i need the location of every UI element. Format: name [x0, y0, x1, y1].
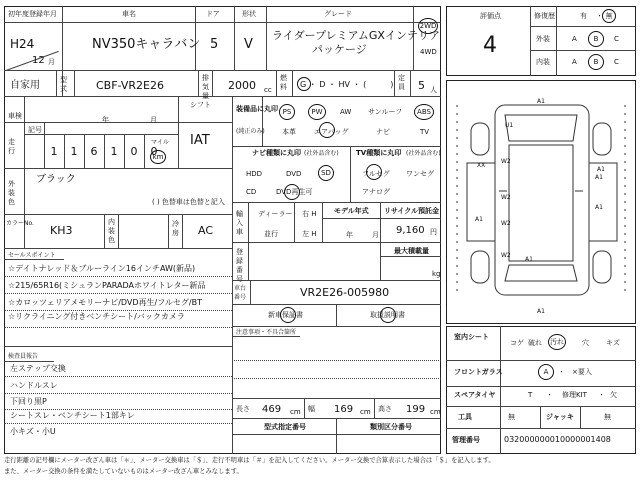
divider [84, 134, 85, 168]
divider [232, 202, 441, 203]
divider [276, 70, 277, 96]
mileage-unit-km-circle [150, 150, 166, 164]
drive-2wd: 2WD [419, 22, 437, 30]
reg-year-label: 初年度登録年月 [8, 10, 57, 18]
mark: A1 [597, 166, 605, 173]
width-unit: cm [360, 408, 371, 416]
ac-label: 冷房 [172, 220, 179, 237]
glass-a: A [543, 368, 549, 376]
inspection-label: 車検 [8, 112, 22, 120]
divider [232, 336, 300, 337]
exterior-note: ( ) 色替車は色替と記入 [152, 198, 225, 206]
tv-fullseg-circle [366, 164, 382, 180]
divider [232, 146, 441, 147]
selling-point-line: ☆カロッツェリアメモリーナビ/DVD再生/フルセグ/BT [8, 298, 203, 307]
drive-4wd: 4WD [420, 48, 437, 56]
divider [168, 214, 169, 248]
repair-yes: 有 [580, 12, 587, 20]
equipment-sunroof: サンルーフ [368, 108, 403, 116]
divider [182, 214, 183, 248]
divider [4, 248, 232, 249]
divider [104, 214, 105, 248]
spare-kit: 修理KIT [562, 391, 587, 399]
recycle-value: 9,160 [396, 225, 425, 236]
int-grade-b-circle [588, 54, 604, 70]
divider [292, 70, 293, 96]
divider [4, 393, 232, 394]
import-left: 左 H [302, 230, 317, 238]
equipment-abs [414, 104, 434, 120]
import-parallel: 並行 [264, 230, 278, 238]
manual-book-circle [380, 307, 396, 323]
divider [4, 423, 232, 424]
navi-title: ナビ種類に丸印 [252, 149, 301, 157]
length-unit: cm [290, 408, 301, 416]
seat-item: キズ [606, 339, 620, 347]
inspector-line: 小キズ・小U [10, 427, 56, 436]
divider [198, 70, 199, 96]
equipment-ps-label: PS [282, 108, 292, 116]
displacement-unit: cc [264, 86, 272, 94]
divider [4, 376, 232, 377]
navi-dvd-play-circle [284, 184, 300, 200]
warranty-doc-circle [280, 307, 296, 323]
divider [446, 386, 636, 387]
doors-label: ドア [206, 10, 220, 18]
footer-line1: 走行距離の記号欄にメーター改ざん車は「＊」、メーター交換車は「＄」、走行不明車は「＃」を記入してください。メーター交換で合算表示した場合は「＄」を記入します。 [4, 457, 495, 464]
spare-dot2: ・ [598, 391, 605, 399]
divider [374, 398, 375, 418]
reg-year-value: H24 [10, 37, 35, 51]
mileage-digit: 0 [150, 145, 158, 158]
divider [446, 428, 636, 429]
equipment-title: 装備品に丸印 [236, 105, 278, 113]
seat-dirt-circle [548, 334, 566, 350]
type-code-label: 型式指定番号 [264, 423, 306, 431]
divider [4, 168, 232, 169]
divider [4, 276, 232, 277]
jack-label: ジャッキ [546, 413, 574, 421]
equipment-leather: 本革 [282, 128, 296, 136]
mark: A1 [595, 204, 603, 211]
glass-replace: ×要入 [572, 368, 592, 376]
mark: XX [477, 162, 486, 169]
inspector-line: 左ステップ交換 [10, 364, 66, 373]
model-label: 型式 [60, 76, 67, 93]
int-grade-b: B [593, 58, 599, 66]
divider [322, 218, 441, 219]
interior-grade-label: 内装 [536, 58, 550, 66]
divider [144, 134, 145, 168]
repair-no-circle [602, 9, 616, 23]
chassis-label: 車台番号 [234, 285, 247, 301]
inspector-label: 検査員報告 [8, 353, 39, 360]
spare-t: T [528, 391, 533, 399]
fuel-label: 燃料 [280, 74, 287, 91]
navi-dvd-play: DVD再生可 [276, 188, 313, 196]
width-value: 169 [334, 404, 354, 415]
navi-sd [318, 165, 334, 181]
category-label: 類別区分番号 [370, 423, 412, 431]
divider [410, 70, 411, 96]
ac-value: AC [198, 224, 214, 237]
grade-line2: パッケージ [312, 43, 367, 56]
divider [336, 418, 337, 454]
fuel-selected-circle [297, 77, 311, 91]
windshield-outline [505, 115, 577, 141]
divider [4, 70, 441, 71]
ext-grade-b: B [593, 35, 599, 43]
divider [336, 304, 337, 326]
tv-analog: アナログ [362, 188, 390, 196]
navi-dvd: DVD [286, 170, 302, 178]
height-value: 199 [406, 404, 426, 415]
mgmt-value: 032000000010000001408 [504, 435, 611, 444]
capacity-value: 5 [418, 79, 425, 92]
divider [350, 146, 351, 202]
drive-2wd-circle [418, 18, 438, 34]
divider [232, 326, 441, 327]
divider [232, 96, 233, 454]
height-label: 高さ [378, 405, 392, 413]
divider [556, 6, 557, 76]
seat-item: 穴 [582, 339, 589, 347]
mark: A1 [525, 256, 533, 263]
divider [4, 346, 232, 347]
equipment-aw: AW [340, 108, 352, 116]
inspector-line: シートスレ・ベンチシート1部キレ [10, 411, 135, 420]
airbag-circle [319, 122, 335, 138]
exterior-grade-label: 外装 [536, 35, 550, 43]
car-name-label: 車名 [122, 10, 136, 18]
reg-month-value: 12 [32, 55, 45, 66]
model-value: CBF-VR2E26 [96, 79, 164, 92]
repair-no: 無 [605, 12, 613, 20]
tool-value: 無 [508, 413, 515, 421]
inspector-line: ハンドルスレ [10, 381, 58, 390]
cargo-label: 最大積載量 [394, 247, 429, 255]
navi-sd-label: SD [321, 169, 331, 177]
model-year-unit: 年 [346, 231, 353, 239]
front-left-wheel [471, 123, 489, 155]
divider [178, 96, 179, 168]
divider [580, 406, 581, 428]
color-code-value: KH3 [50, 224, 73, 237]
use-label: 自家用 [10, 80, 40, 91]
rear-right-wheel [593, 251, 611, 283]
mileage-symbol-label: 記号 [28, 126, 42, 134]
width-label: 幅 [308, 405, 315, 413]
spare-dot: ・ [546, 391, 553, 399]
divider [446, 406, 636, 407]
tool-label: 工具 [458, 413, 472, 421]
equipment-ps [279, 104, 295, 120]
jack-value: 無 [604, 413, 611, 421]
rear-window-outline [505, 265, 577, 281]
divider [74, 70, 75, 96]
divider [4, 327, 232, 328]
divider [380, 256, 441, 257]
glass-label: フロントガラス [454, 368, 503, 376]
recycle-label: リサイクル預託金 [384, 207, 440, 215]
divider [232, 398, 441, 399]
mileage-label: 走行 [8, 138, 15, 155]
divider [4, 259, 64, 260]
capacity-unit: 人 [430, 86, 437, 94]
divider [232, 378, 441, 379]
glass-dot: ・ [558, 368, 565, 376]
mark: W2 [501, 194, 511, 201]
warranty-doc: 新車保証書 [268, 311, 303, 319]
model-month-unit: 月 [372, 231, 379, 239]
mark: A1 [475, 216, 483, 223]
equipment-pw [308, 104, 326, 120]
divider [4, 293, 232, 294]
mark: A1 [595, 174, 603, 181]
ext-grade-a: A [572, 35, 577, 43]
selling-point-line: ☆リクライニング付きベンチシート/バックカメラ [8, 312, 185, 321]
capacity-label: 定員 [398, 74, 405, 91]
import-dealer: ディーラー [258, 210, 293, 218]
glass-a-circle [538, 364, 554, 380]
equipment-subtitle: (純正のみ) [236, 128, 265, 135]
inspector-line: 下回り黒P [10, 397, 47, 406]
divider [234, 6, 235, 70]
tv-oneseg: ワンセグ [406, 170, 434, 178]
selling-point-line: ☆215/65R16(ミシュランPARADAホワイトレター新品 [8, 281, 206, 290]
divider [248, 202, 249, 242]
selling-points-label: セールスポイント [8, 252, 56, 259]
mark: W2 [501, 220, 511, 227]
int-grade-a: A [572, 58, 577, 66]
divider [380, 242, 381, 280]
length-label: 長さ [236, 405, 250, 413]
mark: W2 [501, 252, 511, 259]
divider [232, 280, 441, 281]
divider [44, 122, 45, 168]
color-code-label: カラーNo. [6, 220, 34, 227]
divider [4, 22, 441, 23]
mileage-digit: 6 [90, 145, 98, 158]
divider [24, 134, 178, 135]
mileage-unit-mile: マイル [151, 139, 169, 146]
divider [124, 134, 125, 168]
spare-label: スペアタイヤ [454, 391, 496, 399]
import-right: 右 H [302, 210, 317, 218]
tv-fullseg: フルセグ [362, 170, 390, 178]
registration-label: 登録番号 [236, 248, 243, 283]
grade-label: グレード [324, 10, 352, 18]
divider [232, 360, 441, 361]
inspection-year-label: 年 [102, 116, 109, 124]
divider [232, 242, 441, 243]
seat-label: 室内シート [454, 333, 489, 341]
chassis-value: VR2E26-005980 [300, 286, 390, 299]
equipment-tv: TV [420, 128, 430, 136]
navi-hdd: HDD [246, 170, 263, 178]
mileage-digit: 1 [110, 145, 118, 158]
divider [248, 242, 249, 280]
divider [540, 406, 541, 428]
divider [212, 70, 213, 96]
navi-note: (社外品含む) [304, 150, 339, 157]
equipment-airbag: エアバッグ [314, 128, 349, 136]
exterior-label: 外装色 [8, 180, 15, 206]
equipment-navi: ナビ [376, 128, 390, 136]
inspection-month-label: 月 [150, 116, 157, 124]
manual-book: 取扱説明書 [370, 311, 405, 319]
seat-item: コゲ [510, 339, 524, 347]
ext-grade-b-circle [588, 31, 604, 47]
divider [304, 398, 305, 418]
int-grade-c: C [614, 58, 619, 66]
ext-grade-c: C [614, 35, 619, 43]
divider [4, 122, 232, 123]
divider [530, 6, 531, 76]
divider [104, 134, 105, 168]
divider [250, 280, 251, 304]
divider [530, 50, 636, 51]
left-side-outline [467, 163, 495, 241]
interior-color-label: 内装色 [108, 218, 115, 244]
repair-dot: ・ [596, 12, 603, 20]
mark: U1 [505, 122, 514, 129]
recycle-unit: 円 [430, 228, 437, 236]
grade-line1: ライダープレミアムGXインテリア [272, 29, 440, 42]
shift-label: シフト [190, 101, 211, 109]
shape-label: 形状 [242, 10, 256, 18]
car-diagram-svg [447, 81, 635, 323]
right-side-outline [589, 163, 617, 241]
mark: W2 [501, 158, 511, 165]
selling-point-line: ☆デイトナレッド＆ブルーライン16インチAW(新品) [8, 264, 196, 273]
front-right-wheel [593, 123, 611, 155]
reg-month-unit: 月 [48, 58, 55, 66]
tv-title: TV種類に丸印 [356, 149, 402, 157]
divider [322, 202, 323, 242]
model-year-label: モデル年式 [334, 207, 369, 215]
height-unit: cm [430, 408, 441, 416]
tv-note: (社外品含む) [406, 150, 441, 157]
divider [262, 96, 263, 146]
cargo-unit: kg [432, 270, 441, 278]
import-label: 輸入車 [236, 210, 243, 236]
mgmt-label: 管理番号 [452, 436, 480, 444]
mileage-digit: 1 [50, 145, 58, 158]
roof-outline [509, 145, 573, 261]
car-diagram-panel [446, 80, 636, 324]
divider [56, 70, 57, 96]
divider [446, 360, 636, 361]
divider [232, 434, 441, 435]
exterior-color-value: ブラック [36, 174, 76, 185]
equipment-pw-label: PW [311, 108, 323, 116]
car-name-value: NV350キャラバン [92, 37, 201, 52]
divider [266, 6, 267, 70]
divider [294, 202, 295, 242]
divider [530, 26, 636, 27]
spare-none: 欠 [610, 391, 617, 399]
score-value: 4 [483, 33, 497, 58]
navi-cd: CD [246, 188, 257, 196]
fuel-options: G ・ D ・ HV ・ ( ) [300, 80, 394, 89]
divider [4, 96, 441, 97]
divider [64, 134, 65, 168]
score-label: 評価点 [480, 12, 501, 20]
doors-value: 5 [210, 37, 219, 52]
footer-line2: また、メーター交換の条件を満たしていないものはメーター改ざん車とみなします。 [4, 468, 243, 475]
shape-value: V [244, 37, 253, 52]
mileage-digit: 0 [130, 145, 138, 158]
mileage-digit: 1 [70, 145, 78, 158]
divider [394, 70, 395, 96]
notes-label: 注意事項・不具合箇所 [236, 329, 297, 336]
displacement-value: 2000 [228, 79, 256, 92]
displacement-label: 排気量 [202, 74, 209, 100]
mark: A1 [537, 98, 545, 105]
equipment-abs-label: ABS [417, 108, 431, 116]
shift-value: IAT [190, 133, 210, 148]
seat-item: 汚れ [550, 338, 564, 346]
mark: A1 [537, 308, 545, 315]
length-value: 469 [262, 404, 282, 415]
repair-label: 修復歴 [534, 12, 555, 20]
divider [500, 326, 501, 454]
divider [4, 361, 54, 362]
mileage-unit-km: km [152, 153, 164, 161]
seat-item: 破れ [528, 339, 542, 347]
divider [118, 214, 119, 248]
rear-left-wheel [471, 251, 489, 283]
divider [380, 202, 381, 242]
